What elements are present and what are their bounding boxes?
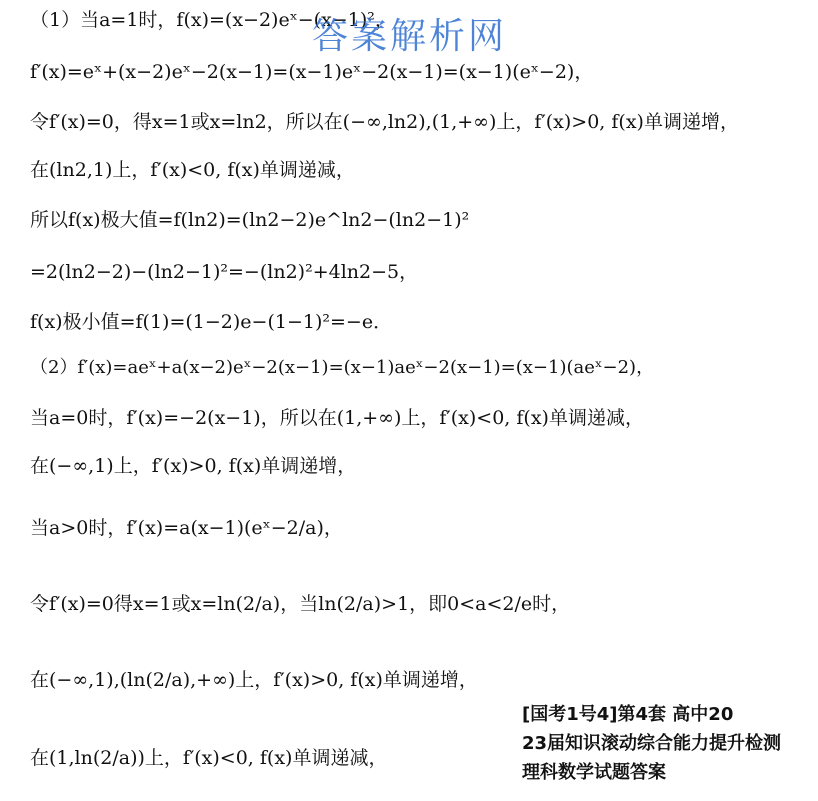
solution-line-1: （1）当a=1时，f(x)=(x−2)eˣ−(x−1)²， xyxy=(30,9,394,31)
solution-line-11: 当a>0时，f′(x)=a(x−1)(eˣ−2/a)， xyxy=(30,517,343,539)
solution-line-10: 在(−∞,1)上，f′(x)>0, f(x)单调递增， xyxy=(30,455,357,477)
source-caption-line-2: 23届知识滚动综合能力提升检测 xyxy=(522,733,782,754)
solution-line-13: 在(−∞,1),(ln(2/a),+∞)上，f′(x)>0, f(x)单调递增， xyxy=(30,669,478,691)
solution-line-6: =2(ln2−2)−(ln2−1)²=−(ln2)²+4ln2−5， xyxy=(30,261,419,283)
solution-line-12: 令f′(x)=0得x=1或x=ln(2/a)，当ln(2/a)>1，即0<a<2/e时， xyxy=(30,593,571,615)
solution-line-3: 令f′(x)=0，得x=1或x=ln2，所以在(−∞,ln2),(1,+∞)上，f′(x)>0, f(x)单调递增， xyxy=(30,111,739,133)
solution-line-9: 当a=0时，f′(x)=−2(x−1)，所以在(1,+∞)上，f′(x)<0, f(x)单调递减， xyxy=(30,407,644,429)
solution-line-2: f′(x)=eˣ+(x−2)eˣ−2(x−1)=(x−1)eˣ−2(x−1)=(x−1)(eˣ−2)， xyxy=(30,61,594,83)
solution-line-4: 在(ln2,1)上，f′(x)<0, f(x)单调递减， xyxy=(30,159,355,181)
watermark-text: 答案解析网 xyxy=(312,16,508,57)
solution-line-7: f(x)极小值=f(1)=(1−2)e−(1−1)²=−e． xyxy=(30,311,393,333)
source-caption xyxy=(522,700,814,787)
source-caption-line-3: 理科数学试题答案 xyxy=(522,762,666,783)
source-caption-line-1: [国考1号4]第4套 高中20 xyxy=(522,704,734,725)
solution-line-8: （2）f′(x)=aeˣ+a(x−2)eˣ−2(x−1)=(x−1)aeˣ−2(x−1)=(x−1)(aeˣ−2)， xyxy=(30,357,655,378)
solution-line-14: 在(1,ln(2/a))上，f′(x)<0, f(x)单调递减， xyxy=(30,747,388,769)
solution-line-5: 所以f(x)极大值=f(ln2)=(ln2−2)e^ln2−(ln2−1)² xyxy=(30,209,470,231)
